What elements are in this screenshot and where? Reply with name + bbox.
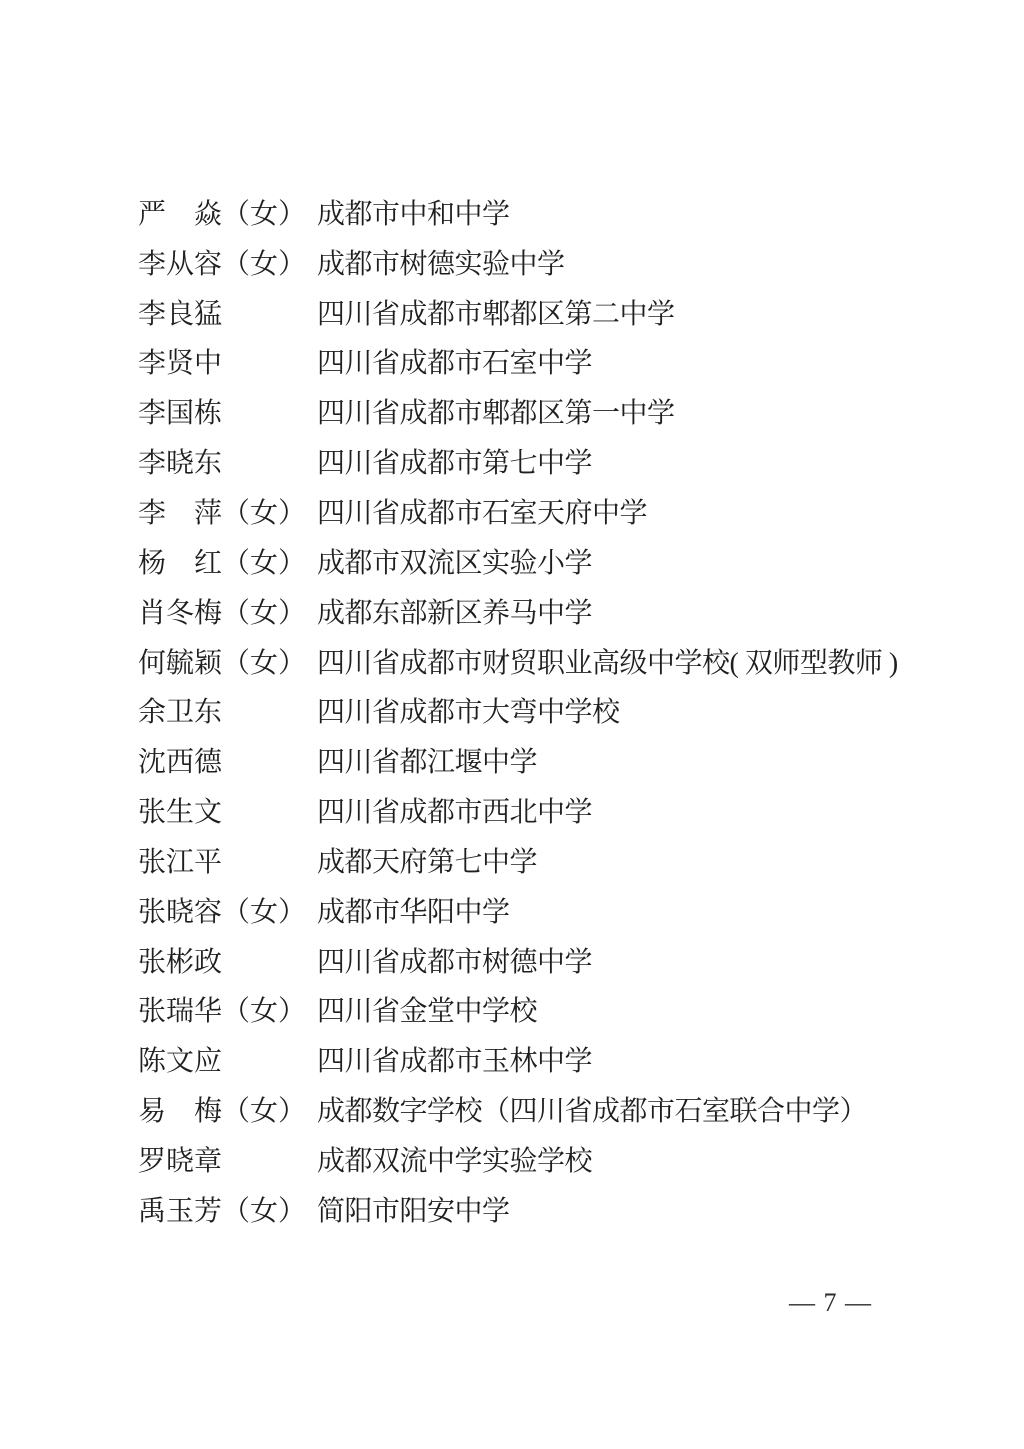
school-name: 四川省成都市玉林中学	[317, 1046, 593, 1078]
school-name: 四川省都江堰中学	[317, 747, 538, 779]
roster-row	[138, 539, 984, 589]
roster-row	[138, 1087, 984, 1137]
school-name: 成都市中和中学	[317, 198, 510, 230]
roster-row	[138, 738, 984, 788]
roster-row	[138, 938, 984, 988]
roster-row	[138, 838, 984, 888]
school-name: 成都市树德实验中学	[317, 248, 565, 280]
school-name: 四川省成都市石室天府中学	[317, 497, 648, 529]
roster-row	[138, 788, 984, 838]
school-name: 四川省成都市大弯中学校	[317, 697, 620, 729]
teacher-name: 余卫东	[138, 697, 223, 729]
teacher-name: 罗晓章	[138, 1145, 223, 1177]
roster-row	[138, 1187, 984, 1237]
teacher-name: 张瑞华（女）	[138, 996, 307, 1028]
teacher-name: 李国栋	[138, 398, 223, 430]
school-name: 四川省成都市石室中学	[317, 348, 593, 380]
school-name: 四川省成都市郫都区第二中学	[317, 298, 675, 330]
teacher-name: 禹玉芳（女）	[138, 1195, 307, 1227]
school-name: 成都数字学校（四川省成都市石室联合中学）	[317, 1096, 868, 1128]
school-name: 四川省成都市第七中学	[317, 448, 593, 480]
teacher-name: 杨 红（女）	[138, 547, 307, 579]
page-number: — 7 —	[789, 1288, 872, 1317]
roster-row	[138, 589, 984, 639]
roster-row	[138, 439, 984, 489]
teacher-name: 张生文	[138, 797, 223, 829]
roster-row	[138, 389, 984, 439]
teacher-name: 沈西德	[138, 747, 223, 779]
teacher-name: 张彬政	[138, 946, 223, 978]
school-name: 四川省成都市西北中学	[317, 797, 593, 829]
roster-row	[138, 340, 984, 390]
school-name: 成都天府第七中学	[317, 846, 538, 878]
roster-row	[138, 888, 984, 938]
teacher-roster	[138, 190, 984, 1237]
school-name: 四川省成都市树德中学	[317, 946, 593, 978]
school-name: 简阳市阳安中学	[317, 1195, 510, 1227]
roster-row	[138, 190, 984, 240]
school-name: 成都市双流区实验小学	[317, 547, 593, 579]
teacher-name: 张江平	[138, 846, 223, 878]
school-name: 成都市华阳中学	[317, 896, 510, 928]
teacher-name: 何毓颖（女）	[138, 647, 307, 679]
roster-row	[138, 1137, 984, 1187]
roster-row	[138, 1037, 984, 1087]
teacher-name: 李贤中	[138, 348, 223, 380]
roster-row	[138, 489, 984, 539]
school-name: 四川省成都市郫都区第一中学	[317, 398, 675, 430]
roster-row	[138, 290, 984, 340]
roster-row	[138, 639, 984, 689]
roster-row	[138, 240, 984, 290]
teacher-name: 陈文应	[138, 1046, 223, 1078]
teacher-name: 李晓东	[138, 448, 223, 480]
teacher-name: 张晓容（女）	[138, 896, 307, 928]
roster-row	[138, 988, 984, 1038]
teacher-name: 李 萍（女）	[138, 497, 307, 529]
school-name: 成都双流中学实验学校	[317, 1145, 593, 1177]
teacher-name: 李良猛	[138, 298, 223, 330]
teacher-name: 易 梅（女）	[138, 1096, 307, 1128]
roster-row	[138, 688, 984, 738]
teacher-name: 肖冬梅（女）	[138, 597, 307, 629]
school-name: 成都东部新区养马中学	[317, 597, 593, 629]
teacher-name: 李从容（女）	[138, 248, 307, 280]
teacher-name: 严 焱（女）	[138, 198, 307, 230]
school-name: 四川省金堂中学校	[317, 996, 538, 1028]
school-name: 四川省成都市财贸职业高级中学校( 双师型教师 )	[317, 647, 898, 679]
